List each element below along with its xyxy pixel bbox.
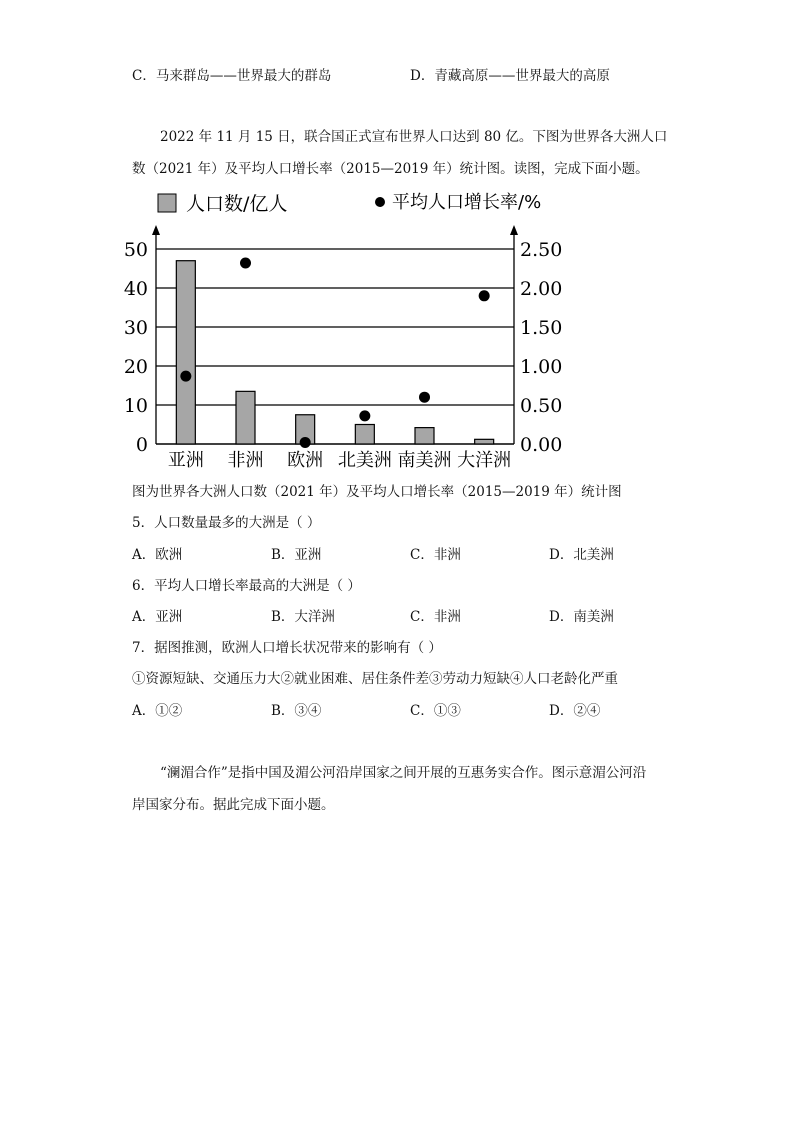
y-right-tick-label: 1.50 <box>520 317 563 339</box>
question-6-option-a[interactable]: A．亚洲 <box>132 609 183 625</box>
y-right-arrow <box>510 225 518 235</box>
question-5-option-a[interactable]: A．欧洲 <box>132 547 183 563</box>
intro2-line-1: “澜湄合作”是指中国及湄公河沿岸国家之间开展的互惠务实合作。图示意湄公河沿 <box>160 765 647 781</box>
y-right-tick-label: 2.00 <box>520 278 563 300</box>
bar-population <box>355 425 374 445</box>
x-category-label: 欧洲 <box>287 450 324 471</box>
question-6-option-c[interactable]: C．非洲 <box>410 609 461 625</box>
question-5-stem: 5．人口数量最多的大洲是（ ） <box>132 515 321 531</box>
dot-growth-rate <box>359 410 370 421</box>
x-category-label: 亚洲 <box>167 450 204 471</box>
question-7-option-c[interactable]: C．①③ <box>410 703 461 719</box>
y-right-tick-label: 0.00 <box>520 434 563 456</box>
y-left-tick-label: 0 <box>135 434 148 456</box>
y-left-arrow <box>152 225 160 235</box>
question-6-stem: 6．平均人口增长率最高的大洲是（ ） <box>132 578 361 594</box>
dot-growth-rate <box>180 371 191 382</box>
question-7-option-d[interactable]: D．②④ <box>549 703 601 719</box>
legend-label-population: 人口数/亿人 <box>186 193 288 215</box>
bar-population <box>236 391 255 444</box>
x-category-label: 大洋洲 <box>457 450 512 471</box>
y-right-tick-label: 0.50 <box>520 395 563 417</box>
y-right-tick-label: 1.00 <box>520 356 563 378</box>
y-left-tick-label: 20 <box>123 356 148 378</box>
question-7-option-a[interactable]: A．①② <box>132 703 183 719</box>
y-left-tick-label: 30 <box>123 317 148 339</box>
option-d-top: D．青藏高原——世界最大的高原 <box>410 68 610 84</box>
y-left-tick-label: 10 <box>123 395 148 417</box>
x-category-label: 非洲 <box>227 450 264 471</box>
question-5-option-b[interactable]: B．亚洲 <box>271 547 322 563</box>
x-category-label: 南美洲 <box>397 450 452 471</box>
chart-caption: 图为世界各大洲人口数（2021 年）及平均人口增长率（2015—2019 年）统计图 <box>132 484 622 500</box>
question-7-statements: ①资源短缺、交通压力大②就业困难、居住条件差③劳动力短缺④人口老龄化严重 <box>132 671 618 687</box>
dot-growth-rate <box>419 392 430 403</box>
y-right-tick-label: 2.50 <box>520 239 563 261</box>
intro2-line-2: 岸国家分布。据此完成下面小题。 <box>132 797 335 813</box>
legend-label-growth: 平均人口增长率/% <box>392 192 542 213</box>
chart-legend <box>158 192 541 215</box>
x-category-label: 北美洲 <box>337 450 392 471</box>
intro-line-1: 2022 年 11 月 15 日，联合国正式宣布世界人口达到 80 亿。下图为世界各大洲人口 <box>160 129 668 145</box>
question-6-option-b[interactable]: B．大洋洲 <box>271 609 335 625</box>
dot-growth-rate <box>479 290 490 301</box>
bar-population <box>415 428 434 444</box>
question-7-option-b[interactable]: B．③④ <box>271 703 322 719</box>
legend-dot <box>375 197 385 207</box>
bar-population <box>475 439 494 444</box>
y-left-tick-label: 50 <box>123 239 148 261</box>
dot-growth-rate <box>300 437 311 448</box>
y-left-tick-label: 40 <box>123 278 148 300</box>
question-5-option-c[interactable]: C．非洲 <box>410 547 461 563</box>
question-6-option-d[interactable]: D．南美洲 <box>549 609 614 625</box>
intro-line-2: 数（2021 年）及平均人口增长率（2015—2019 年）统计图。读图，完成下面小题。 <box>132 161 649 177</box>
question-5-option-d[interactable]: D．北美洲 <box>549 547 614 563</box>
dot-growth-rate <box>240 258 251 269</box>
legend-bar-swatch <box>158 194 176 212</box>
option-c-top: C．马来群岛——世界最大的群岛 <box>132 68 332 84</box>
population-chart <box>123 182 570 472</box>
question-7-stem: 7．据图推测，欧洲人口增长状况带来的影响有（ ） <box>132 640 442 656</box>
bar-population <box>176 261 195 444</box>
